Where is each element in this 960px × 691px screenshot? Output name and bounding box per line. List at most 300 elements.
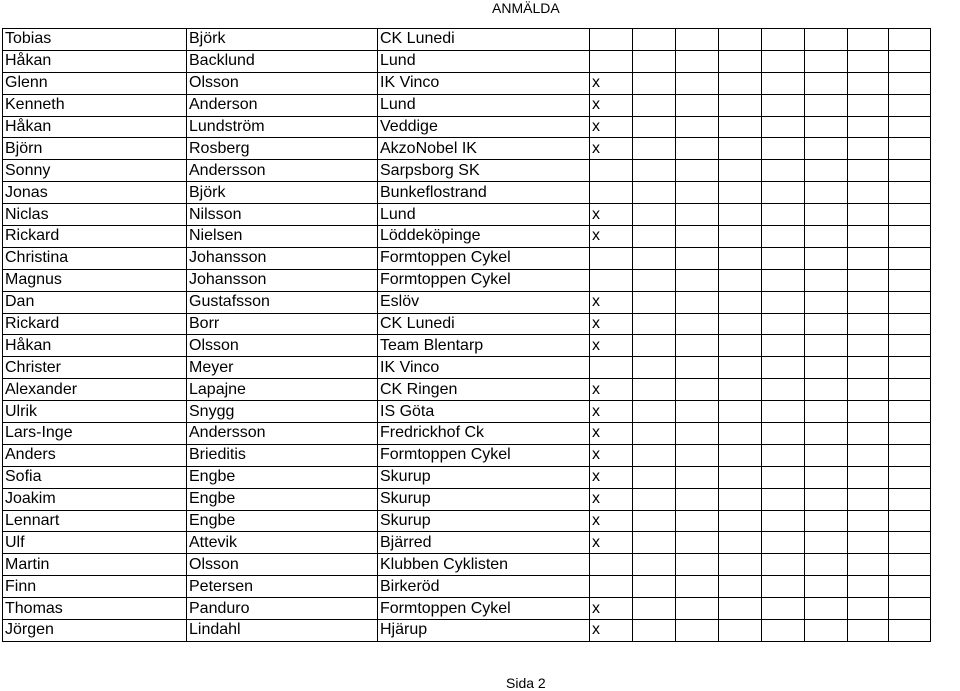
club-cell: Formtoppen Cykel bbox=[378, 598, 590, 620]
table-row bbox=[3, 313, 931, 335]
table-row bbox=[3, 488, 931, 510]
table-row bbox=[3, 182, 931, 204]
table-row bbox=[3, 576, 931, 598]
empty-cell bbox=[762, 182, 805, 204]
club-cell: Formtoppen Cykel bbox=[378, 269, 590, 291]
club-cell: Lund bbox=[378, 204, 590, 226]
first-name-cell: Håkan bbox=[3, 116, 187, 138]
empty-cell bbox=[805, 620, 848, 642]
empty-cell bbox=[805, 269, 848, 291]
empty-cell bbox=[676, 313, 719, 335]
empty-cell bbox=[719, 269, 762, 291]
empty-cell bbox=[676, 401, 719, 423]
empty-cell bbox=[719, 313, 762, 335]
registered-mark-cell: x bbox=[590, 138, 633, 160]
empty-cell bbox=[676, 466, 719, 488]
last-name-cell: Borr bbox=[187, 313, 378, 335]
last-name-cell: Lindahl bbox=[187, 620, 378, 642]
first-name-cell: Christer bbox=[3, 357, 187, 379]
empty-cell bbox=[719, 620, 762, 642]
empty-cell bbox=[805, 204, 848, 226]
first-name-cell: Magnus bbox=[3, 269, 187, 291]
last-name-cell: Anderson bbox=[187, 94, 378, 116]
empty-cell bbox=[889, 72, 931, 94]
table-row bbox=[3, 50, 931, 72]
empty-cell bbox=[889, 94, 931, 116]
registered-mark-cell: x bbox=[590, 291, 633, 313]
empty-cell bbox=[848, 357, 889, 379]
empty-cell bbox=[676, 226, 719, 248]
club-cell: Bjärred bbox=[378, 532, 590, 554]
first-name-cell: Martin bbox=[3, 554, 187, 576]
empty-cell bbox=[676, 379, 719, 401]
empty-cell bbox=[805, 598, 848, 620]
last-name-cell: Attevik bbox=[187, 532, 378, 554]
empty-cell bbox=[762, 576, 805, 598]
table-row bbox=[3, 357, 931, 379]
last-name-cell: Snygg bbox=[187, 401, 378, 423]
table-row bbox=[3, 401, 931, 423]
last-name-cell: Olsson bbox=[187, 335, 378, 357]
empty-cell bbox=[762, 29, 805, 51]
club-cell: CK Ringen bbox=[378, 379, 590, 401]
table-row bbox=[3, 620, 931, 642]
registered-mark-cell bbox=[590, 576, 633, 598]
registered-mark-cell: x bbox=[590, 488, 633, 510]
last-name-cell: Nilsson bbox=[187, 204, 378, 226]
table-row bbox=[3, 379, 931, 401]
empty-cell bbox=[805, 247, 848, 269]
empty-cell bbox=[676, 247, 719, 269]
empty-cell bbox=[676, 29, 719, 51]
empty-cell bbox=[805, 379, 848, 401]
empty-cell bbox=[889, 291, 931, 313]
empty-cell bbox=[848, 72, 889, 94]
club-cell: Formtoppen Cykel bbox=[378, 247, 590, 269]
empty-cell bbox=[848, 29, 889, 51]
empty-cell bbox=[762, 291, 805, 313]
empty-cell bbox=[633, 576, 676, 598]
registered-mark-cell: x bbox=[590, 466, 633, 488]
registered-mark-cell bbox=[590, 160, 633, 182]
empty-cell bbox=[805, 50, 848, 72]
registered-mark-cell bbox=[590, 50, 633, 72]
table-row bbox=[3, 335, 931, 357]
empty-cell bbox=[633, 620, 676, 642]
last-name-cell: Panduro bbox=[187, 598, 378, 620]
empty-cell bbox=[805, 160, 848, 182]
last-name-cell: Nielsen bbox=[187, 226, 378, 248]
club-cell: Skurup bbox=[378, 466, 590, 488]
empty-cell bbox=[848, 423, 889, 445]
first-name-cell: Tobias bbox=[3, 29, 187, 51]
first-name-cell: Rickard bbox=[3, 226, 187, 248]
club-cell: Fredrickhof Ck bbox=[378, 423, 590, 445]
empty-cell bbox=[805, 532, 848, 554]
table-row bbox=[3, 423, 931, 445]
last-name-cell: Gustafsson bbox=[187, 291, 378, 313]
empty-cell bbox=[889, 620, 931, 642]
empty-cell bbox=[719, 226, 762, 248]
empty-cell bbox=[848, 204, 889, 226]
last-name-cell: Backlund bbox=[187, 50, 378, 72]
empty-cell bbox=[719, 182, 762, 204]
registered-mark-cell bbox=[590, 554, 633, 576]
empty-cell bbox=[633, 160, 676, 182]
empty-cell bbox=[889, 204, 931, 226]
first-name-cell: Dan bbox=[3, 291, 187, 313]
last-name-cell: Engbe bbox=[187, 466, 378, 488]
empty-cell bbox=[633, 182, 676, 204]
empty-cell bbox=[762, 160, 805, 182]
empty-cell bbox=[889, 29, 931, 51]
first-name-cell: Niclas bbox=[3, 204, 187, 226]
last-name-cell: Lapajne bbox=[187, 379, 378, 401]
club-cell: Veddige bbox=[378, 116, 590, 138]
first-name-cell: Ulf bbox=[3, 532, 187, 554]
empty-cell bbox=[676, 116, 719, 138]
empty-cell bbox=[848, 510, 889, 532]
empty-cell bbox=[762, 116, 805, 138]
empty-cell bbox=[889, 554, 931, 576]
empty-cell bbox=[762, 598, 805, 620]
empty-cell bbox=[889, 379, 931, 401]
empty-cell bbox=[633, 488, 676, 510]
first-name-cell: Björn bbox=[3, 138, 187, 160]
last-name-cell: Brieditis bbox=[187, 444, 378, 466]
empty-cell bbox=[848, 226, 889, 248]
club-cell: CK Lunedi bbox=[378, 313, 590, 335]
first-name-cell: Rickard bbox=[3, 313, 187, 335]
empty-cell bbox=[676, 182, 719, 204]
empty-cell bbox=[719, 50, 762, 72]
empty-cell bbox=[889, 138, 931, 160]
last-name-cell: Johansson bbox=[187, 269, 378, 291]
empty-cell bbox=[719, 94, 762, 116]
empty-cell bbox=[805, 554, 848, 576]
empty-cell bbox=[762, 204, 805, 226]
empty-cell bbox=[762, 50, 805, 72]
first-name-cell: Joakim bbox=[3, 488, 187, 510]
empty-cell bbox=[889, 116, 931, 138]
empty-cell bbox=[848, 182, 889, 204]
empty-cell bbox=[633, 29, 676, 51]
registered-mark-cell: x bbox=[590, 335, 633, 357]
empty-cell bbox=[633, 444, 676, 466]
club-cell: Hjärup bbox=[378, 620, 590, 642]
empty-cell bbox=[805, 510, 848, 532]
empty-cell bbox=[676, 532, 719, 554]
club-cell: IS Göta bbox=[378, 401, 590, 423]
empty-cell bbox=[848, 138, 889, 160]
club-cell: Skurup bbox=[378, 510, 590, 532]
club-cell: Eslöv bbox=[378, 291, 590, 313]
empty-cell bbox=[848, 335, 889, 357]
empty-cell bbox=[889, 576, 931, 598]
empty-cell bbox=[719, 598, 762, 620]
empty-cell bbox=[762, 357, 805, 379]
table-row bbox=[3, 598, 931, 620]
last-name-cell: Olsson bbox=[187, 554, 378, 576]
table-row bbox=[3, 29, 931, 51]
empty-cell bbox=[848, 554, 889, 576]
last-name-cell: Engbe bbox=[187, 488, 378, 510]
last-name-cell: Lundström bbox=[187, 116, 378, 138]
empty-cell bbox=[889, 182, 931, 204]
empty-cell bbox=[633, 379, 676, 401]
registered-mark-cell bbox=[590, 269, 633, 291]
table-row bbox=[3, 554, 931, 576]
first-name-cell: Kenneth bbox=[3, 94, 187, 116]
last-name-cell: Andersson bbox=[187, 423, 378, 445]
empty-cell bbox=[805, 182, 848, 204]
empty-cell bbox=[889, 488, 931, 510]
empty-cell bbox=[848, 488, 889, 510]
empty-cell bbox=[848, 291, 889, 313]
empty-cell bbox=[889, 50, 931, 72]
club-cell: Löddeköpinge bbox=[378, 226, 590, 248]
empty-cell bbox=[805, 576, 848, 598]
empty-cell bbox=[805, 488, 848, 510]
empty-cell bbox=[762, 620, 805, 642]
empty-cell bbox=[719, 138, 762, 160]
empty-cell bbox=[889, 226, 931, 248]
table-body bbox=[3, 29, 931, 642]
registered-mark-cell bbox=[590, 29, 633, 51]
empty-cell bbox=[848, 444, 889, 466]
last-name-cell: Olsson bbox=[187, 72, 378, 94]
last-name-cell: Petersen bbox=[187, 576, 378, 598]
empty-cell bbox=[676, 72, 719, 94]
column-header-anmalda: ANMÄLDA bbox=[492, 0, 560, 16]
empty-cell bbox=[719, 247, 762, 269]
first-name-cell: Jörgen bbox=[3, 620, 187, 642]
last-name-cell: Engbe bbox=[187, 510, 378, 532]
empty-cell bbox=[719, 576, 762, 598]
table-row bbox=[3, 94, 931, 116]
club-cell: CK Lunedi bbox=[378, 29, 590, 51]
empty-cell bbox=[633, 204, 676, 226]
empty-cell bbox=[762, 226, 805, 248]
empty-cell bbox=[805, 401, 848, 423]
empty-cell bbox=[633, 247, 676, 269]
empty-cell bbox=[676, 138, 719, 160]
empty-cell bbox=[805, 72, 848, 94]
empty-cell bbox=[676, 488, 719, 510]
empty-cell bbox=[762, 335, 805, 357]
registered-mark-cell: x bbox=[590, 532, 633, 554]
registered-mark-cell: x bbox=[590, 423, 633, 445]
registered-mark-cell: x bbox=[590, 116, 633, 138]
empty-cell bbox=[762, 423, 805, 445]
page-number: Sida 2 bbox=[506, 675, 546, 691]
empty-cell bbox=[889, 598, 931, 620]
first-name-cell: Sofia bbox=[3, 466, 187, 488]
empty-cell bbox=[633, 357, 676, 379]
empty-cell bbox=[889, 510, 931, 532]
empty-cell bbox=[676, 291, 719, 313]
empty-cell bbox=[633, 466, 676, 488]
empty-cell bbox=[805, 116, 848, 138]
empty-cell bbox=[719, 379, 762, 401]
empty-cell bbox=[848, 116, 889, 138]
empty-cell bbox=[633, 94, 676, 116]
registered-mark-cell: x bbox=[590, 598, 633, 620]
registered-mark-cell bbox=[590, 247, 633, 269]
empty-cell bbox=[633, 335, 676, 357]
table-row bbox=[3, 466, 931, 488]
empty-cell bbox=[633, 138, 676, 160]
registered-mark-cell: x bbox=[590, 620, 633, 642]
empty-cell bbox=[848, 466, 889, 488]
table-row bbox=[3, 247, 931, 269]
club-cell: IK Vinco bbox=[378, 357, 590, 379]
table-row bbox=[3, 510, 931, 532]
empty-cell bbox=[805, 444, 848, 466]
empty-cell bbox=[676, 620, 719, 642]
empty-cell bbox=[633, 313, 676, 335]
first-name-cell: Ulrik bbox=[3, 401, 187, 423]
last-name-cell: Björk bbox=[187, 29, 378, 51]
empty-cell bbox=[805, 291, 848, 313]
club-cell: Skurup bbox=[378, 488, 590, 510]
empty-cell bbox=[719, 532, 762, 554]
empty-cell bbox=[848, 532, 889, 554]
empty-cell bbox=[719, 357, 762, 379]
empty-cell bbox=[762, 532, 805, 554]
registration-table bbox=[2, 28, 931, 642]
empty-cell bbox=[719, 401, 762, 423]
empty-cell bbox=[676, 204, 719, 226]
last-name-cell: Meyer bbox=[187, 357, 378, 379]
empty-cell bbox=[848, 576, 889, 598]
empty-cell bbox=[633, 226, 676, 248]
first-name-cell: Lennart bbox=[3, 510, 187, 532]
empty-cell bbox=[676, 576, 719, 598]
empty-cell bbox=[805, 94, 848, 116]
last-name-cell: Johansson bbox=[187, 247, 378, 269]
empty-cell bbox=[762, 466, 805, 488]
empty-cell bbox=[848, 379, 889, 401]
first-name-cell: Finn bbox=[3, 576, 187, 598]
empty-cell bbox=[719, 510, 762, 532]
empty-cell bbox=[889, 269, 931, 291]
empty-cell bbox=[719, 160, 762, 182]
first-name-cell: Håkan bbox=[3, 50, 187, 72]
table-row bbox=[3, 138, 931, 160]
empty-cell bbox=[676, 335, 719, 357]
empty-cell bbox=[633, 554, 676, 576]
last-name-cell: Andersson bbox=[187, 160, 378, 182]
empty-cell bbox=[848, 620, 889, 642]
table-row bbox=[3, 160, 931, 182]
empty-cell bbox=[719, 116, 762, 138]
registered-mark-cell bbox=[590, 357, 633, 379]
empty-cell bbox=[719, 72, 762, 94]
empty-cell bbox=[889, 335, 931, 357]
empty-cell bbox=[848, 598, 889, 620]
club-cell: Team Blentarp bbox=[378, 335, 590, 357]
club-cell: Lund bbox=[378, 94, 590, 116]
empty-cell bbox=[762, 488, 805, 510]
empty-cell bbox=[633, 291, 676, 313]
empty-cell bbox=[848, 269, 889, 291]
club-cell: IK Vinco bbox=[378, 72, 590, 94]
club-cell: AkzoNobel IK bbox=[378, 138, 590, 160]
empty-cell bbox=[889, 160, 931, 182]
empty-cell bbox=[762, 72, 805, 94]
empty-cell bbox=[762, 94, 805, 116]
empty-cell bbox=[889, 401, 931, 423]
empty-cell bbox=[633, 269, 676, 291]
empty-cell bbox=[889, 357, 931, 379]
registered-mark-cell: x bbox=[590, 72, 633, 94]
empty-cell bbox=[805, 29, 848, 51]
registered-mark-cell: x bbox=[590, 510, 633, 532]
table-row bbox=[3, 532, 931, 554]
first-name-cell: Anders bbox=[3, 444, 187, 466]
empty-cell bbox=[676, 598, 719, 620]
empty-cell bbox=[719, 291, 762, 313]
empty-cell bbox=[676, 160, 719, 182]
empty-cell bbox=[676, 94, 719, 116]
first-name-cell: Alexander bbox=[3, 379, 187, 401]
first-name-cell: Lars-Inge bbox=[3, 423, 187, 445]
empty-cell bbox=[762, 401, 805, 423]
empty-cell bbox=[805, 466, 848, 488]
empty-cell bbox=[805, 423, 848, 445]
empty-cell bbox=[719, 444, 762, 466]
empty-cell bbox=[805, 313, 848, 335]
empty-cell bbox=[848, 247, 889, 269]
empty-cell bbox=[762, 138, 805, 160]
empty-cell bbox=[889, 313, 931, 335]
empty-cell bbox=[633, 598, 676, 620]
empty-cell bbox=[633, 116, 676, 138]
empty-cell bbox=[676, 444, 719, 466]
empty-cell bbox=[805, 226, 848, 248]
empty-cell bbox=[719, 204, 762, 226]
empty-cell bbox=[719, 29, 762, 51]
empty-cell bbox=[633, 510, 676, 532]
empty-cell bbox=[676, 357, 719, 379]
empty-cell bbox=[762, 379, 805, 401]
empty-cell bbox=[889, 444, 931, 466]
registered-mark-cell: x bbox=[590, 444, 633, 466]
empty-cell bbox=[889, 466, 931, 488]
empty-cell bbox=[848, 160, 889, 182]
empty-cell bbox=[762, 269, 805, 291]
empty-cell bbox=[633, 72, 676, 94]
club-cell: Klubben Cyklisten bbox=[378, 554, 590, 576]
first-name-cell: Jonas bbox=[3, 182, 187, 204]
empty-cell bbox=[762, 247, 805, 269]
empty-cell bbox=[762, 313, 805, 335]
empty-cell bbox=[848, 401, 889, 423]
empty-cell bbox=[633, 401, 676, 423]
first-name-cell: Thomas bbox=[3, 598, 187, 620]
table-row bbox=[3, 204, 931, 226]
empty-cell bbox=[848, 313, 889, 335]
empty-cell bbox=[633, 50, 676, 72]
table-row bbox=[3, 116, 931, 138]
table-row bbox=[3, 72, 931, 94]
table-row bbox=[3, 226, 931, 248]
last-name-cell: Rosberg bbox=[187, 138, 378, 160]
empty-cell bbox=[719, 554, 762, 576]
first-name-cell: Glenn bbox=[3, 72, 187, 94]
last-name-cell: Björk bbox=[187, 182, 378, 204]
